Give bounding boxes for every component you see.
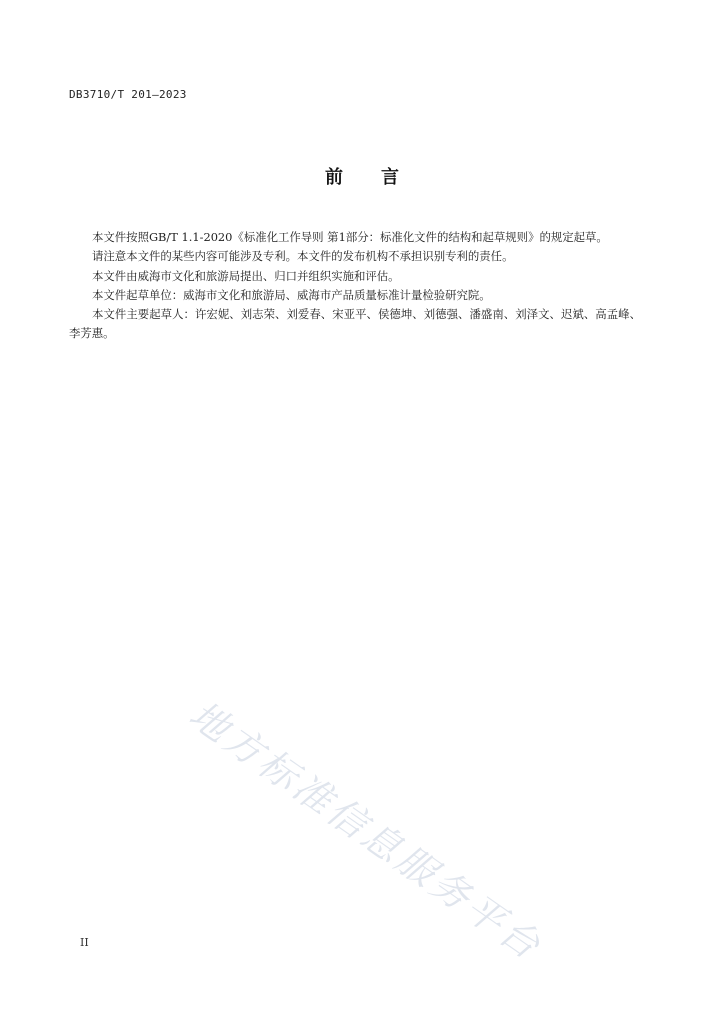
page-title: 前言 [325,167,437,188]
paragraph-main-drafters: 本文件主要起草人：许宏妮、刘志荣、刘爱春、宋亚平、侯德坤、刘德强、潘盛南、刘泽文、迟斌、高孟峰、李芳惠。 [69,307,641,341]
paragraph-drafting-units: 本文件起草单位：威海市文化和旅游局、威海市产品质量标准计量检验研究院。 [92,287,491,302]
header-standard-code: DB3710/T 201—2023 [69,88,187,101]
paragraph-drafting-rules: 本文件按照GB/T 1.1-2020《标准化工作导则 第1部分：标准化文件的结构和起草规则》的规定起草。 [92,230,608,244]
paragraph-proposer: 本文件由威海市文化和旅游局提出、归口并组织实施和评估。 [92,268,400,283]
foreword-body [69,228,641,344]
paragraph-patent-notice: 请注意本文件的某些内容可能涉及专利。本文件的发布机构不承担识别专利的责任。 [92,249,514,264]
watermark: 地方标准信息服务平台 [181,692,551,970]
page-number: II [80,936,89,949]
